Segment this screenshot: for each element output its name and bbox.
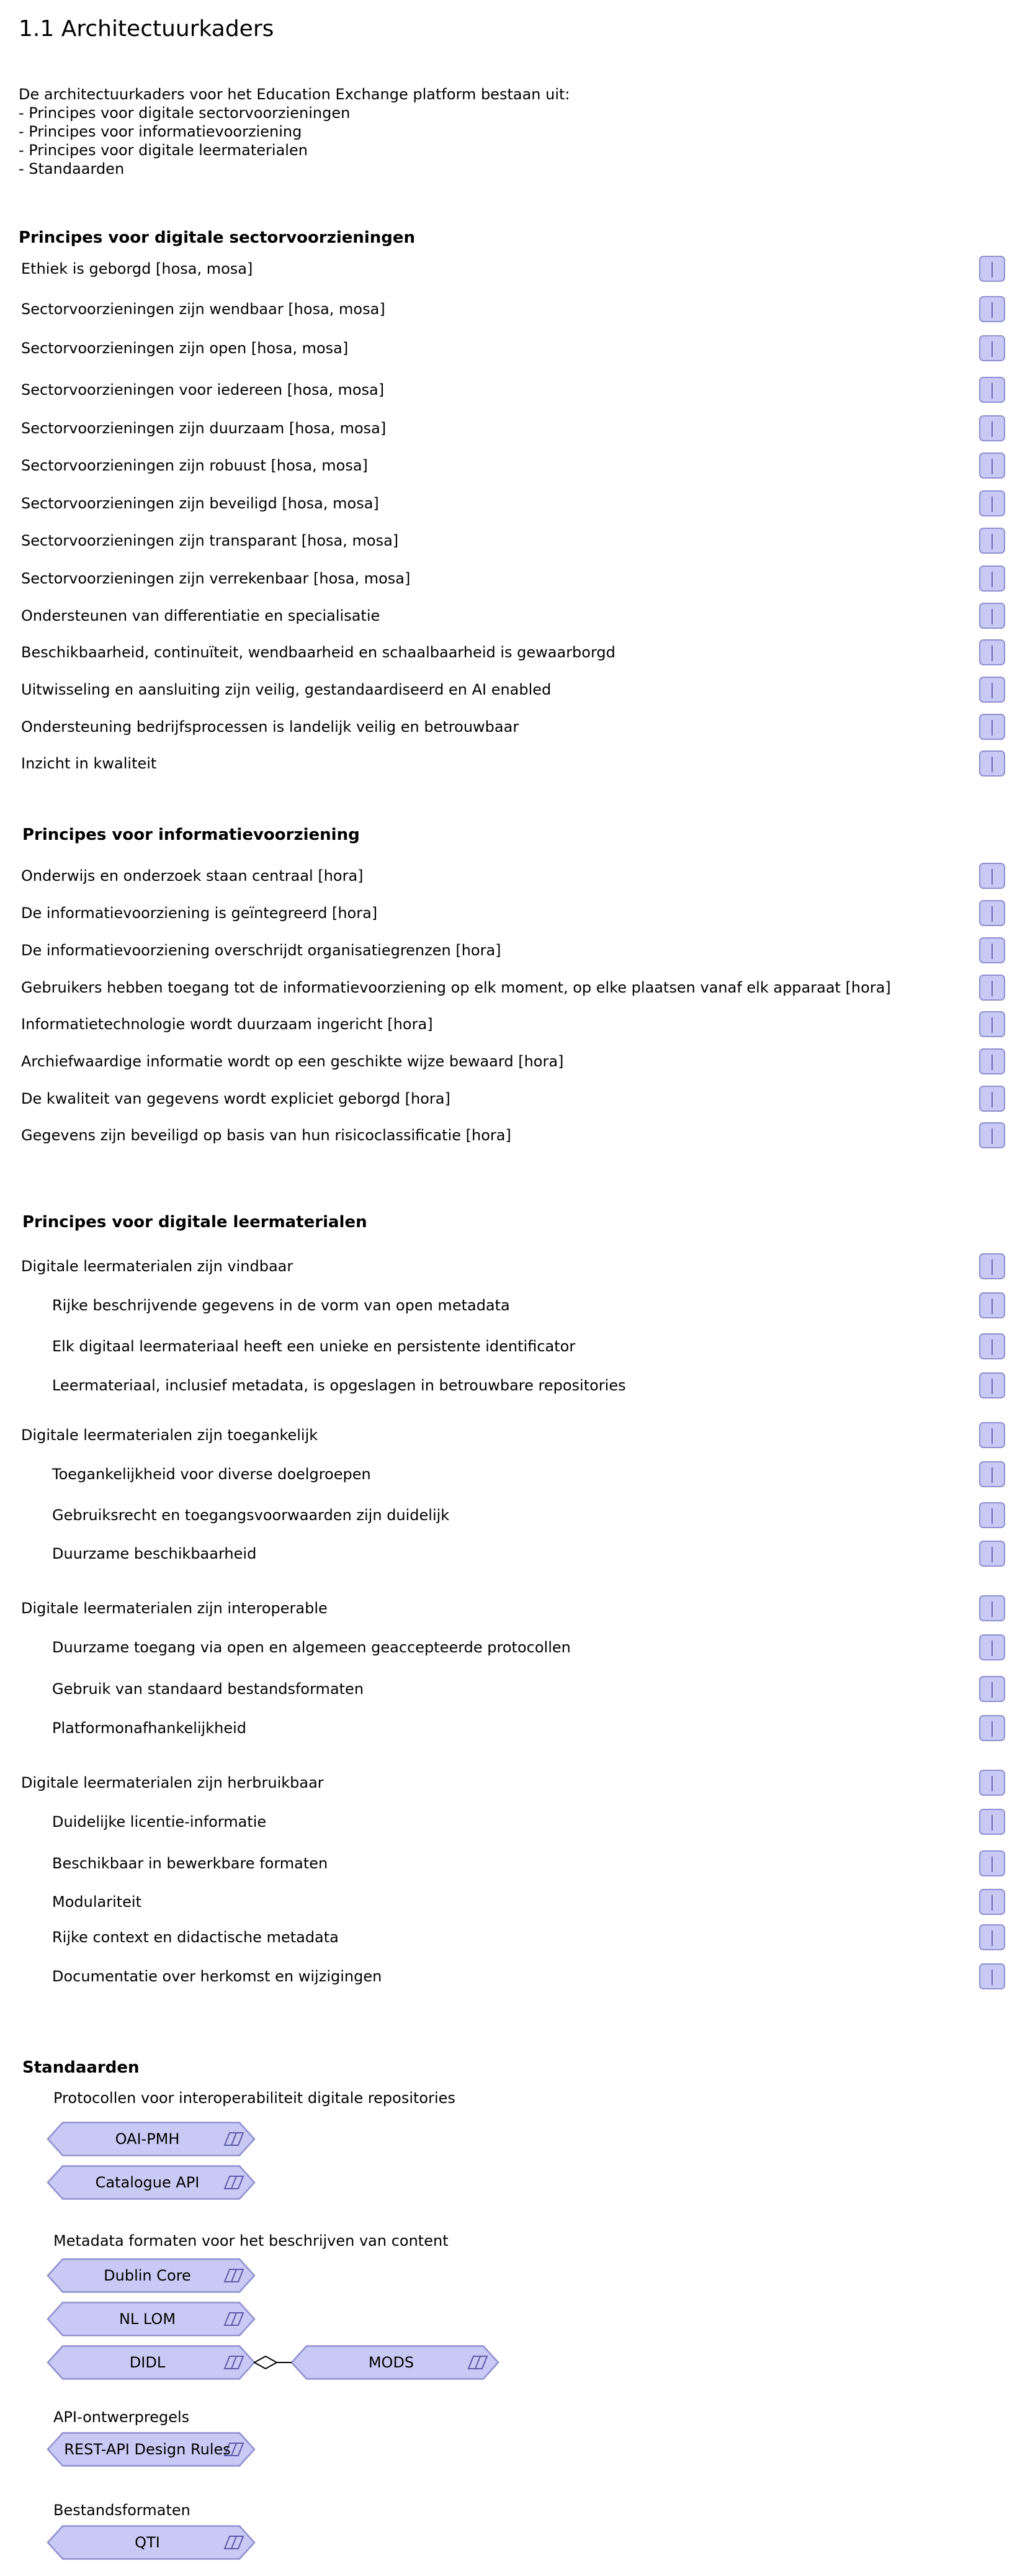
principle-label: Platformonafhankelijkheid <box>52 1719 246 1737</box>
principle-label: Uitwisseling en aansluiting zijn veilig, gestandaardiseerd en AI enabled <box>21 681 552 698</box>
principle-label: Sectorvoorzieningen zijn beveiligd [hosa, mosa] <box>21 495 379 512</box>
standard-element[interactable] <box>48 2526 254 2559</box>
principle-label: Beschikbaarheid, continuïteit, wendbaarheid en schaalbaarheid is gewaarborgd <box>21 644 615 661</box>
principle-label: Toegankelijkheid voor diverse doelgroepen <box>52 1466 371 1483</box>
principle-label: Ondersteuning bedrijfsprocessen is landelijk veilig en betrouwbaar <box>21 718 519 736</box>
page-title: 1.1 Architectuurkaders <box>19 16 274 42</box>
principle-label: Gegevens zijn beveiligd op basis van hun risicoclassificatie [hora] <box>21 1127 511 1144</box>
standard-group-label: Metadata formaten voor het beschrijven van content <box>53 2232 449 2249</box>
standard-group-label: Bestandsformaten <box>53 2502 190 2519</box>
standard-element[interactable] <box>48 2346 254 2379</box>
principle-label: Digitale leermaterialen zijn interoperable <box>21 1600 328 1617</box>
standard-label: REST-API Design Rules <box>64 2441 231 2458</box>
standard-element[interactable] <box>48 2166 254 2199</box>
principle-label: Digitale leermaterialen zijn toegankelijk <box>21 1426 318 1444</box>
principle-label: Rijke beschrijvende gegevens in de vorm van open metadata <box>52 1297 510 1314</box>
principle-label: Sectorvoorzieningen zijn duurzaam [hosa, mosa] <box>21 420 387 437</box>
principle-label: Informatietechnologie wordt duurzaam ingericht [hora] <box>21 1016 433 1033</box>
principle-label: Gebruik van standaard bestandsformaten <box>52 1680 364 1698</box>
principle-label: De kwaliteit van gegevens wordt expliciet geborgd [hora] <box>21 1090 450 1107</box>
principle-label: Digitale leermaterialen zijn vindbaar <box>21 1258 293 1275</box>
standard-label: OAI-PMH <box>115 2130 180 2148</box>
section-title: Principes voor informatievoorziening <box>22 826 360 844</box>
standard-label: NL LOM <box>119 2310 176 2328</box>
principle-label: Sectorvoorzieningen zijn robuust [hosa, mosa] <box>21 457 368 474</box>
principle-label: Beschikbaar in bewerkbare formaten <box>52 1855 328 1872</box>
standard-label: DIDL <box>129 2354 166 2371</box>
principle-label: Digitale leermaterialen zijn herbruikbaar <box>21 1774 324 1791</box>
standard-element[interactable] <box>292 2346 498 2379</box>
aggregation-diamond-icon <box>254 2356 277 2369</box>
principle-label: Elk digitaal leermateriaal heeft een unieke en persistente identificator <box>52 1338 576 1355</box>
principle-label: Documentatie over herkomst en wijzigingen <box>52 1968 382 1985</box>
standard-label: Dublin Core <box>104 2267 191 2284</box>
principle-label: De informatievoorziening is geïntegreerd [hora] <box>21 904 378 922</box>
standard-label: MODS <box>368 2354 414 2371</box>
principle-label: Duurzame beschikbaarheid <box>52 1545 257 1562</box>
principle-label: Duidelijke licentie-informatie <box>52 1813 267 1831</box>
standard-element[interactable] <box>48 2303 254 2336</box>
principle-label: Gebruikers hebben toegang tot de informatievoorziening op elk moment, op elke plaatsen vanaf elk apparaat [hora] <box>21 979 891 996</box>
section-title: Standaarden <box>22 2058 140 2077</box>
principle-label: Ethiek is geborgd [hosa, mosa] <box>21 260 253 277</box>
principle-label: Gebruiksrecht en toegangsvoorwaarden zijn duidelijk <box>52 1506 450 1524</box>
principle-label: Onderwijs en onderzoek staan centraal [hora] <box>21 867 364 885</box>
principle-label: Sectorvoorzieningen zijn transparant [hosa, mosa] <box>21 532 399 549</box>
standard-label: Catalogue API <box>95 2174 200 2191</box>
principle-label: Rijke context en didactische metadata <box>52 1929 339 1946</box>
standard-element[interactable] <box>48 2259 254 2292</box>
intro-text: De architectuurkaders voor het Education Exchange platform bestaan uit: - Principes voor digitale sectorvoorzieningen - Principes voor informatievoorziening - Principes voor digitale leermaterialen - Standaarden <box>19 86 570 178</box>
principle-label: Leermateriaal, inclusief metadata, is opgeslagen in betrouwbare repositories <box>52 1377 626 1394</box>
principle-label: Modulariteit <box>52 1893 141 1911</box>
principle-label: Inzicht in kwaliteit <box>21 755 157 772</box>
standard-element[interactable] <box>48 2123 254 2156</box>
principle-label: Sectorvoorzieningen zijn wendbaar [hosa, mosa] <box>21 300 385 318</box>
standard-label: QTI <box>135 2534 160 2551</box>
standard-group-label: Protocollen voor interoperabiliteit digitale repositories <box>53 2089 455 2107</box>
principle-label: Sectorvoorzieningen zijn open [hosa, mosa] <box>21 340 349 357</box>
principle-label: Archiefwaardige informatie wordt op een geschikte wijze bewaard [hora] <box>21 1053 564 1070</box>
section-title: Principes voor digitale leermaterialen <box>22 1213 367 1232</box>
principle-label: Ondersteunen van differentiatie en specialisatie <box>21 607 380 624</box>
principle-label: Duurzame toegang via open en algemeen geaccepteerde protocollen <box>52 1639 571 1656</box>
standard-group-label: API-ontwerpregels <box>53 2408 190 2426</box>
standard-element[interactable] <box>48 2433 254 2466</box>
principle-label: De informatievoorziening overschrijdt organisatiegrenzen [hora] <box>21 942 501 959</box>
principle-label: Sectorvoorzieningen voor iedereen [hosa, mosa] <box>21 381 385 399</box>
section-title: Principes voor digitale sectorvoorzieningen <box>19 228 416 247</box>
principle-label: Sectorvoorzieningen zijn verrekenbaar [hosa, mosa] <box>21 570 411 587</box>
